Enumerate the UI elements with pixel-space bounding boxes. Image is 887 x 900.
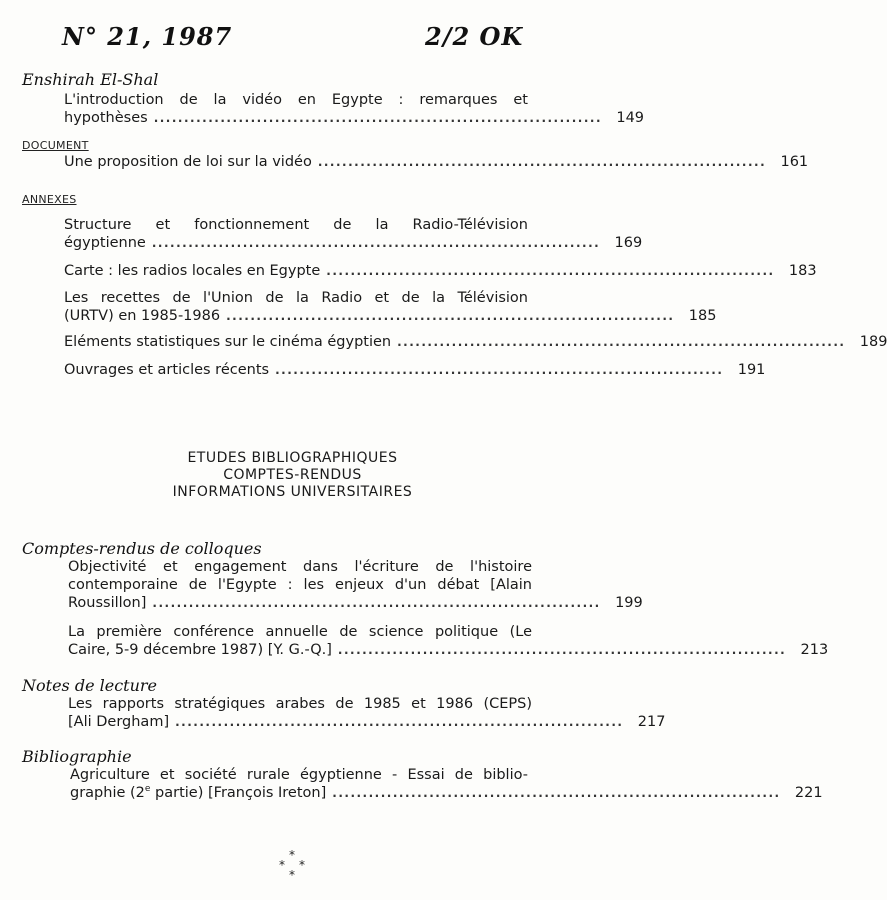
- entry-title-line: L'introduction de la vidéo en Egypte : remarques et: [64, 92, 528, 108]
- author-heading: Enshirah El-Shal: [22, 70, 159, 89]
- section-label-annexes: ANNEXES: [22, 193, 77, 206]
- leader-dots: ..........................................................................: [332, 786, 781, 800]
- leader-dots: ..........................................................................: [317, 155, 767, 169]
- toc-entry: [70, 766, 823, 802]
- page-number: 149: [616, 110, 645, 126]
- asterism-ornament: * * * *: [279, 848, 305, 882]
- entry-title-line: Carte : les radios locales en Egypte: [64, 263, 321, 279]
- toc-entry: [64, 91, 645, 127]
- page-number: 183: [788, 263, 817, 279]
- page-number: 199: [615, 595, 643, 611]
- leader-dots: ..........................................................................: [337, 643, 787, 657]
- page-number: 169: [614, 235, 643, 251]
- page-number: 213: [800, 642, 829, 658]
- leader-dots: ..........................................................................: [326, 264, 775, 278]
- page-number: 217: [637, 714, 666, 730]
- entry-title-line: Objectivité et engagement dans l'écriture de l'histoire: [68, 559, 532, 575]
- page-number: 189: [859, 334, 887, 350]
- page-number: 185: [688, 308, 717, 324]
- leader-dots: ..........................................................................: [153, 111, 603, 125]
- entry-title-line: (URTV) en 1985-1986: [64, 308, 221, 324]
- entry-title-line: Caire, 5-9 décembre 1987) [Y. G.-Q.]: [68, 642, 332, 658]
- leader-dots: ..........................................................................: [397, 335, 846, 349]
- entry-title-line: Structure et fonctionnement de la Radio-Télévision: [64, 217, 528, 233]
- entry-title-line: contemporaine de l'Egypte : les enjeux d'un débat [Alain: [68, 577, 532, 593]
- leader-dots: ..........................................................................: [175, 715, 624, 729]
- entry-title-line: Ouvrages et articles récents: [64, 362, 270, 378]
- entry-title-line: Agriculture et société rurale égyptienne - Essai de biblio-: [70, 767, 528, 783]
- center-heading: INFORMATIONS UNIVERSITAIRES: [172, 484, 413, 500]
- handwritten-status-note: 2/2 OK: [425, 22, 524, 51]
- toc-entry: [68, 558, 643, 612]
- handwritten-issue-number: N° 21, 1987: [62, 22, 233, 51]
- entry-title-line: Les rapports stratégiques arabes de 1985 et 1986 (CEPS): [68, 696, 532, 712]
- leader-dots: ..........................................................................: [275, 363, 724, 377]
- entry-title-line: Eléments statistiques sur le cinéma égyptien: [64, 334, 392, 350]
- page-number: 191: [737, 362, 766, 378]
- center-heading: ETUDES BIBLIOGRAPHIQUES: [187, 450, 398, 466]
- entry-title-line: La première conférence annuelle de science politique (Le: [68, 624, 532, 640]
- entry-title-line: Roussillon]: [68, 595, 147, 611]
- toc-entry: [64, 333, 887, 351]
- section-label-document: DOCUMENT: [22, 139, 89, 152]
- leader-dots: ..........................................................................: [226, 309, 675, 323]
- entry-title-line: Les recettes de l'Union de la Radio et de la Télévision: [64, 290, 528, 306]
- toc-entry: [68, 623, 829, 659]
- toc-entry: [64, 289, 717, 325]
- section-heading-notes: Notes de lecture: [22, 676, 158, 695]
- page-number: 161: [780, 154, 809, 170]
- toc-entry: [64, 262, 817, 280]
- center-heading: COMPTES-RENDUS: [223, 467, 362, 483]
- toc-entry: [68, 695, 666, 731]
- entry-title-line: égyptienne: [64, 235, 146, 251]
- page-number: 221: [794, 785, 823, 801]
- leader-dots: ..........................................................................: [151, 236, 601, 250]
- toc-entry: [64, 361, 766, 379]
- toc-entry: [64, 216, 643, 252]
- section-heading-bibliographie: Bibliographie: [22, 747, 132, 766]
- entry-title-line: graphie (2e partie) [François Ireton]: [70, 784, 327, 801]
- leader-dots: ..........................................................................: [152, 596, 601, 610]
- entry-title-line: [Ali Dergham]: [68, 714, 170, 730]
- section-heading-colloques: Comptes-rendus de colloques: [22, 539, 262, 558]
- entry-title-line: Une proposition de loi sur la vidéo: [64, 154, 312, 170]
- entry-title-line: hypothèses: [64, 110, 148, 126]
- toc-entry: [64, 153, 809, 171]
